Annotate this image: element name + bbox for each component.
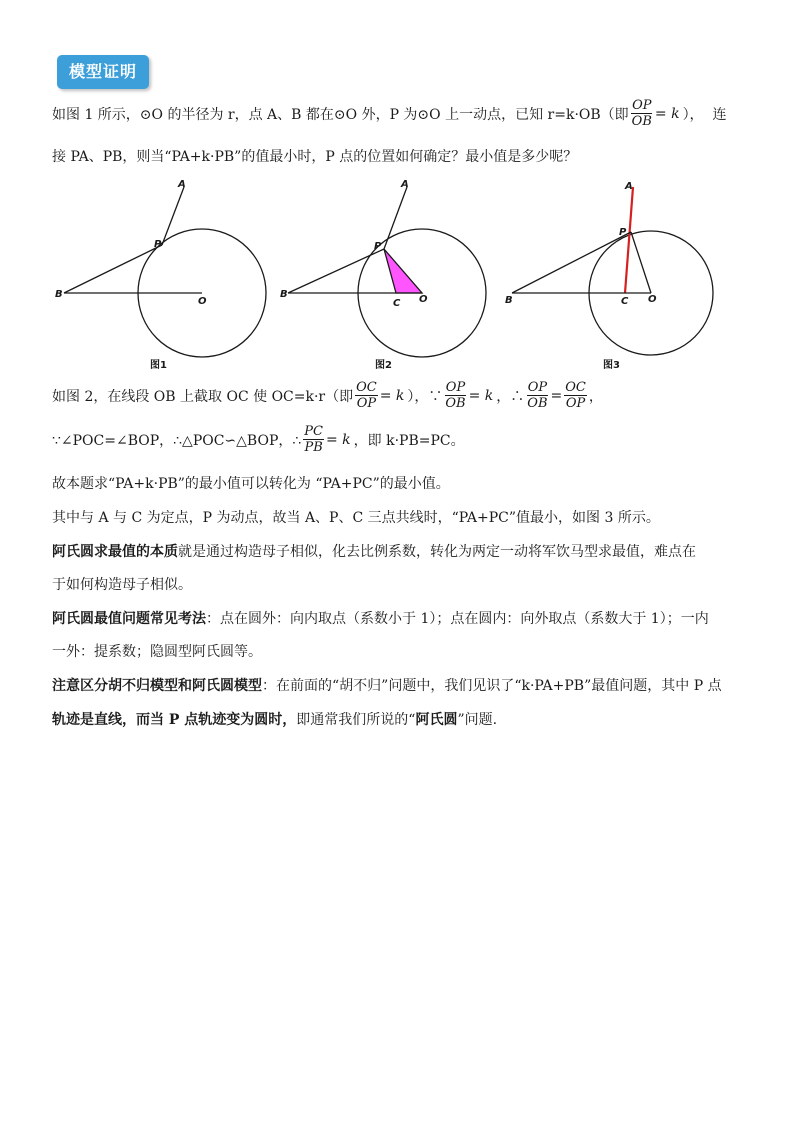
fraction-op-ob-2: $\frac{OP}{OB}$ bbox=[445, 380, 466, 411]
figure-3 bbox=[505, 175, 735, 375]
fig2-label: 图2 bbox=[375, 360, 392, 371]
fig2-point-a: A bbox=[401, 179, 409, 190]
fig3-point-c: C bbox=[621, 296, 629, 307]
fraction-oc-op: $\frac{OC}{OP}$ bbox=[356, 380, 377, 411]
triangle-poc bbox=[384, 249, 422, 293]
section-badge: 模型证明 bbox=[57, 55, 149, 89]
fig2-point-o: O bbox=[419, 294, 428, 305]
fig2-point-p: P bbox=[374, 241, 382, 252]
fig3-point-o: O bbox=[648, 294, 657, 305]
paragraph-4-line-2: 一外：提系数；隐圆型阿氏圆等。 bbox=[52, 644, 262, 660]
fraction-op-ob-3: $\frac{OP}{OB}$ bbox=[527, 380, 548, 411]
fig1-label: 图1 bbox=[150, 360, 167, 371]
fig1-point-p: P bbox=[154, 239, 162, 250]
intro-text-a: 如图 1 所示，⊙O 的半径为 r，点 A、B 都在⊙O 外，P 为⊙O 上一动点，已知 r=k·OB（即 bbox=[52, 106, 629, 123]
proof-line-2: ∵∠POC=∠BOP，∴△POC∽△BOP，∴ $\frac{PC}{PB}$ = k ，即 k·PB=PC。 bbox=[52, 424, 465, 455]
fig2-point-b: B bbox=[280, 289, 288, 300]
line-apc bbox=[625, 187, 633, 293]
paragraph-1: 故本题求“PA+k·PB”的最小值可以转化为 “PA+PC”的最小值。 bbox=[52, 476, 450, 492]
intro-line-2: 接 PA、PB，则当“PA+k·PB”的值最小时，P 点的位置如何确定？最小值是多少呢？ bbox=[52, 149, 578, 165]
fig1-point-a: A bbox=[178, 179, 186, 190]
fig1-point-b: B bbox=[55, 289, 63, 300]
paragraph-3-line-1: 阿氏圆求最值的本质 就是通过构造母子相似，化去比例系数，转化为两定一动将军饮马型求最值，难点在 bbox=[52, 544, 696, 560]
fraction-op-ob: $\frac{OP}{OB}$ bbox=[631, 98, 652, 129]
paragraph-2: 其中与 A 与 C 为定点，P 为动点，故当 A、P、C 三点共线时，“PA+PC”值最小，如图 3 所示。 bbox=[52, 510, 660, 526]
figure-1 bbox=[50, 175, 280, 375]
intro-line-1: 如图 1 所示，⊙O 的半径为 r，点 A、B 都在⊙O 外，P 为⊙O 上一动点，已知 r=k·OB（即 $\frac{OP}{OB}$ = k ）， 连 bbox=[52, 98, 727, 129]
figure-2 bbox=[280, 175, 510, 375]
fig2-point-c: C bbox=[393, 298, 401, 309]
fig3-point-a: A bbox=[625, 181, 633, 192]
paragraph-5-line-1: 注意区分胡不归模型和阿氏圆模型 ：在前面的“胡不归”问题中，我们见识了“k·PA+PB”最值问题，其中 P 点 bbox=[52, 678, 722, 694]
paragraph-3-line-2: 于如何构造母子相似。 bbox=[52, 577, 192, 593]
paragraph-4-line-1: 阿氏圆最值问题常见考法 ：点在圆外：向内取点（系数小于 1）；点在圆内：向外取点（系数大于 1）；一内 bbox=[52, 611, 709, 627]
fraction-pc-pb: $\frac{PC}{PB}$ bbox=[304, 424, 323, 455]
intro-text-b: ）， 连 bbox=[682, 106, 727, 123]
fig1-point-o: O bbox=[198, 296, 207, 307]
fig3-point-b: B bbox=[505, 295, 513, 306]
fig3-point-p: P bbox=[619, 227, 627, 238]
fig3-label: 图3 bbox=[603, 360, 620, 371]
fraction-oc-op-2: $\frac{OC}{OP}$ bbox=[565, 380, 586, 411]
paragraph-5-line-2: 轨迹是直线，而当 P 点轨迹变为圆时， 即通常我们所说的“ 阿氏圆 ”问题. bbox=[52, 712, 498, 728]
proof-line-1: 如图 2，在线段 OB 上截取 OC 使 OC=k·r（即 $\frac{OC}{OP}$ = k ），∵ $\frac{OP}{OB}$ = k ，∴ $\frac{OP}{OB}$ = $\frac{OC}{OP}$ ， bbox=[52, 380, 603, 411]
